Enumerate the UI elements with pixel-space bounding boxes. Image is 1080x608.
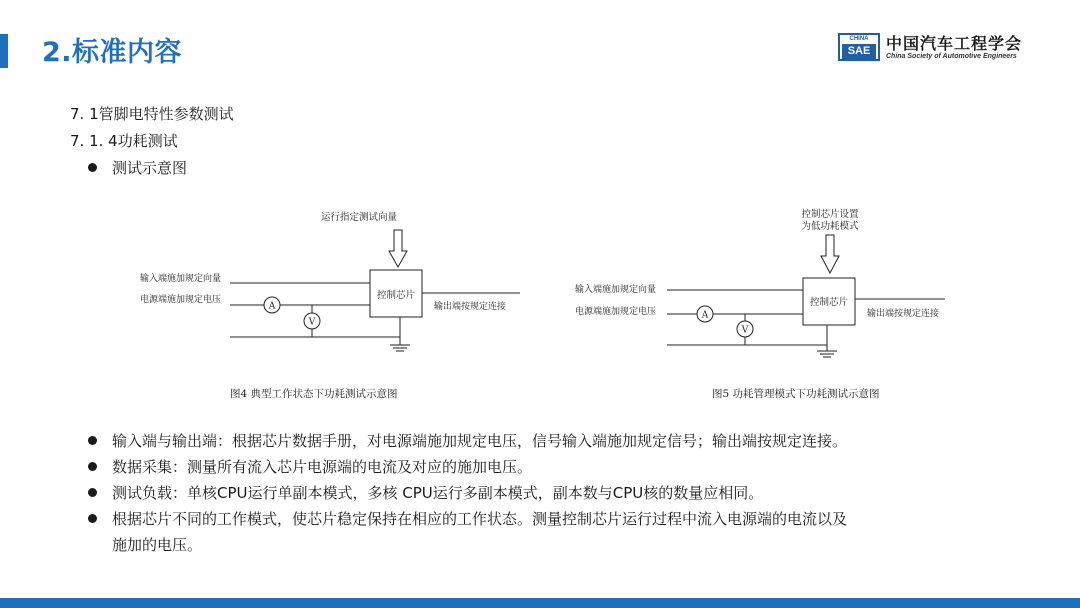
fig5-ground-symbol xyxy=(817,351,837,357)
heading-7-1: 7. 1管脚电特性参数测试 xyxy=(70,105,234,123)
fig5-down-arrow xyxy=(821,235,839,273)
fig4-caption: 图4 典型工作状态下功耗测试示意图 xyxy=(230,388,398,400)
fig5-output-label: 输出端按规定连接 xyxy=(867,309,940,319)
fig5-power-label: 电源端施加规定电压 xyxy=(575,307,657,317)
list-item-continuation xyxy=(88,532,1018,558)
fig4-voltmeter-label: V xyxy=(308,317,316,328)
fig5-voltmeter-label: V xyxy=(741,325,749,336)
logo-badge xyxy=(838,33,880,61)
list-item xyxy=(88,454,1018,480)
bullet-dot xyxy=(88,163,97,172)
list-item-text: 输入端与输出端：根据芯片数据手册，对电源端施加规定电压，信号输入端施加规定信号；输出端按规定连接。 xyxy=(112,432,848,450)
fig5-caption: 图5 功耗管理模式下功耗测试示意图 xyxy=(712,388,880,400)
fig4-output-label: 输出端按规定连接 xyxy=(434,302,507,312)
list-item xyxy=(88,428,1018,454)
bullet-dot xyxy=(88,514,97,523)
fig4-ground-symbol xyxy=(390,345,410,351)
list-item xyxy=(88,480,1018,506)
logo-name-en: China Society of Automotive Engineers xyxy=(886,53,1017,60)
fig4-ammeter-label: A xyxy=(268,301,276,312)
fig5-ammeter-label: A xyxy=(701,310,709,321)
fig4-down-arrow xyxy=(389,230,407,267)
fig4-power-label: 电源端施加规定电压 xyxy=(140,295,222,305)
list-item-text: 施加的电压。 xyxy=(112,536,203,554)
logo-name-cn: 中国汽车工程学会 xyxy=(886,34,1023,53)
csae-logo xyxy=(838,33,1048,63)
bullet-dot xyxy=(88,488,97,497)
title-accent-bar xyxy=(0,34,8,68)
fig4-arrow-label: 运行指定测试向量 xyxy=(320,212,398,223)
figure-5-diagram xyxy=(565,195,965,360)
list-item-text: 数据采集：测量所有流入芯片电源端的电流及对应的施加电压。 xyxy=(112,458,533,476)
fig4-chip-label: 控制芯片 xyxy=(376,290,416,301)
fig5-arrow-label-1: 控制芯片设置 xyxy=(801,209,859,220)
bullet-dot xyxy=(88,436,97,445)
content-bullet-list xyxy=(88,428,1018,558)
fig5-chip-label: 控制芯片 xyxy=(809,297,849,308)
list-item-text: 根据芯片不同的工作模式，使芯片稳定保持在相应的工作状态。测量控制芯片运行过程中流入电源端的电流以及 xyxy=(112,510,848,528)
bottom-accent-bar xyxy=(0,598,1080,608)
fig5-input-label: 输入端施加规定向量 xyxy=(575,285,657,295)
bullet-dot xyxy=(88,462,97,471)
fig5-arrow-label-2: 为低功耗模式 xyxy=(801,221,859,232)
slide-title: 2.标准内容 xyxy=(42,37,183,68)
logo-badge-top: CHINA xyxy=(849,36,869,42)
list-item-text: 测试负载：单核CPU运行单副本模式，多核 CPU运行多副本模式，副本数与CPU核的数量应相同。 xyxy=(112,484,764,502)
bullet-diagram-title: 测试示意图 xyxy=(112,159,188,177)
heading-7-1-4: 7. 1. 4功耗测试 xyxy=(70,132,178,150)
figure-4-diagram xyxy=(130,195,530,360)
list-item xyxy=(88,506,1018,532)
logo-badge-main: SAE xyxy=(842,44,876,59)
fig4-input-label: 输入端施加规定向量 xyxy=(140,274,222,284)
